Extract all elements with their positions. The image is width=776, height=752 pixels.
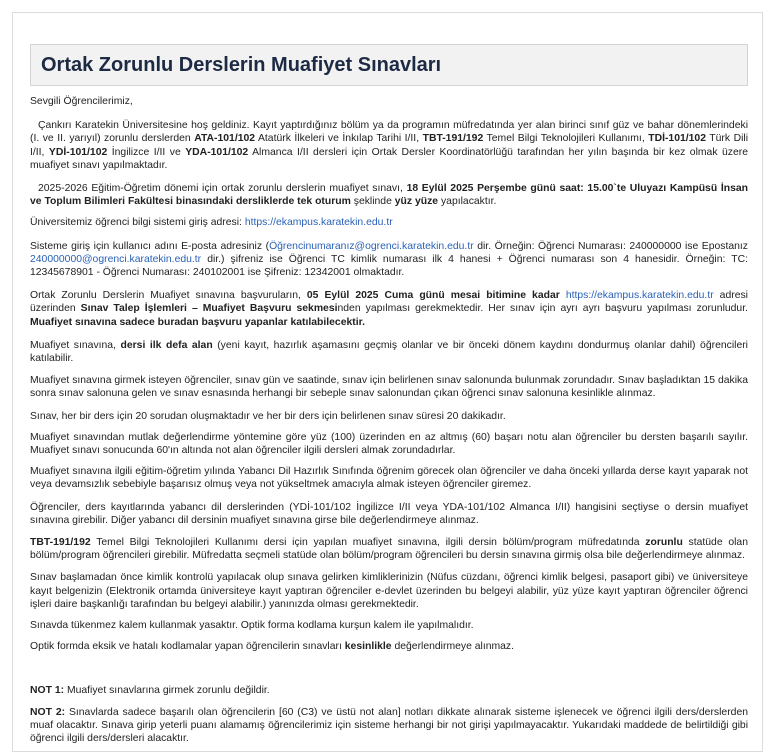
course-code-tbt: TBT-191/192 xyxy=(422,133,484,145)
text: şeklinde xyxy=(350,196,395,208)
course-code-ata: ATA-101/102 xyxy=(194,133,256,145)
ekampus-link[interactable]: https://ekampus.karatekin.edu.tr xyxy=(244,217,393,229)
text: Türk Dili I/II, xyxy=(30,133,749,158)
paragraph-pen-rule: Sınavda tükenmez kalem kullanmak yasaktır. Optik forma kodlama kurşun kalem ile yapılmalıdır. xyxy=(30,620,474,632)
note-2-text: Sınavlarda sadece başarılı olan öğrencilerin [60 (C3) ve üstü not alan] notları dikkate alınarak sisteme işlenecek ve öğrenci ilgili ders/derslerden muaf olacaktır. Sınava girip yeterli puanı alamamış öğrencilerimiz için sisteme herhangi bir not girişi yapılmayacaktır. Yukarıdaki maddede de belirtildiği gibi öğrenci ilgili ders/dersleri alacaktır. xyxy=(30,706,749,745)
text: statüde olan bölüm/program öğrencileri girebilir. Müfredatta seçmeli statüde olan bölüm/program öğrencileri bu dersin sınavına girmiş olsa bile değerlendirmeye alınmaz. xyxy=(30,537,748,562)
eligibility-condition: dersi ilk defa alan xyxy=(120,339,213,351)
text: değerlendirmeye alınmaz. xyxy=(391,641,515,653)
application-warning: Muafiyet sınavına sadece buradan başvuru yapanlar katılabilecektir. xyxy=(30,316,365,328)
text: Almanca I/II dersleri için Ortak Dersler Koordinatörlüğü tarafından her yılın başında bir kez olmak üzere muafiyet sınavı yapılmaktadır. xyxy=(30,146,748,171)
paragraph-grading: Muafiyet sınavından mutlak değerlendirme yöntemine göre yüz (100) üzerinden en az altmış (60) başarı notu alan öğrenciler bu dersten başarılı sayılır. Muafiyet sınavı sonucunda 60'ın altında not alan öğrenciler ilgili dersleri almak zorundadırlar. xyxy=(30,431,748,457)
exam-date-location: 18 Eylül 2025 Perşembe günü saat: 15.00`te Uluyazı Kampüsü İnsan ve Toplum Bilimleri Fakültesi binasındaki dersliklerde tek oturum xyxy=(30,183,748,208)
course-code-tdi: TDİ-101/102 xyxy=(648,133,706,145)
page-title: Ortak Zorunlu Derslerin Muafiyet Sınavları xyxy=(41,54,442,76)
paragraph-application xyxy=(30,289,748,329)
note-1 xyxy=(30,684,748,697)
paragraph-welcome xyxy=(30,119,748,172)
course-code-yda: YDA-101/102 xyxy=(185,146,249,158)
ekampus-link-application[interactable]: https://ekampus.karatekin.edu.tr xyxy=(565,290,714,302)
text: nden yapılması gerekmektedir. Her sınav için ayrı ayrı başvuru yapılması zorunludur. xyxy=(337,303,748,315)
text: adresi üzerinden xyxy=(30,290,748,315)
email-format-link[interactable]: Öğrencinumaranız@ogrenci.karatekin.edu.tr xyxy=(269,240,474,252)
note-1-label: NOT 1: xyxy=(30,684,65,696)
note-1-text: Muafiyet sınavlarına girmek zorunlu değildir. xyxy=(64,684,270,696)
application-deadline: 05 Eylül 2025 Cuma günü mesai bitimine kadar xyxy=(306,290,560,302)
paragraph-exam-date xyxy=(30,182,748,208)
text: dir.) şifreniz ise Öğrenci TC kimlik numarası ilk 4 hanesi + Öğrenci numarası son 4 hanesidir. Örneğin: TC: 12345678901 - Öğrenci Numarası: 240102001 ise Şifreniz: 12342001 olmaktadır. xyxy=(30,253,748,279)
paragraph-system-address xyxy=(30,216,748,229)
text: Sisteme giriş için kullanıcı adını E-posta adresiniz ( xyxy=(30,240,270,252)
exam-mode: yüz yüze xyxy=(394,196,439,208)
text: yapılacaktır. xyxy=(438,196,497,208)
text: Muafiyet sınavına, xyxy=(30,339,121,351)
title-box xyxy=(30,44,748,86)
email-example-link[interactable]: 240000000@ogrenci.karatekin.edu.tr xyxy=(30,253,202,265)
text: Temel Bilgi Teknolojileri Kullanımı, xyxy=(483,133,649,145)
greeting: Sevgili Öğrencilerimiz, xyxy=(30,96,133,107)
text: Atatürk İlkeleri ve İnkılap Tarihi I/II, xyxy=(255,133,423,145)
paragraph-identity-check: Sınav başlamadan önce kimlik kontrolü yapılacak olup sınava gelirken kimliklerinizin (Nüfus cüzdanı, öğrenci kimlik belgesi, pasaport gibi) ve üniversiteye kayıt belgenizin (Elektronik ortamda üniversiteye kayıt yaptıran öğrenciler e-devlet üzerinden bu belgeyi alabilir, yüz yüze kayıt yaptıran öğrenciler öğrenci işleri daire başkanlığı tarafından bu belgeyi alabilir.) yanınızda olması gerekmektedir. xyxy=(30,572,748,610)
paragraph-optical-form xyxy=(30,640,748,653)
text: dir. Örneğin: Öğrenci Numarası: 240000000 ise Epostanız xyxy=(473,240,748,252)
article-body xyxy=(30,94,748,745)
text: 2025-2026 Eğitim-Öğretim dönemi için ortak zorunlu derslerin muafiyet sınavı, xyxy=(38,183,407,195)
text: Temel Bilgi Teknolojileri Kullanımı dersi için yapılan muafiyet sınavına, ilgili dersin bölüm/program müfredatında xyxy=(90,537,646,549)
paragraph-eligibility xyxy=(30,339,748,365)
paragraph-excluded-students: Muafiyet sınavına ilgili eğitim-öğretim yılında Yabancı Dil Hazırlık Sınıfında öğrenim görecek olan öğrenciler ve daha önceki yıllarda derse kayıt yaparak not veya devamsızlık sebebiyle başarısız olmuş veya not yükseltmek amacıyla almak isteyen öğrenciler giremez. xyxy=(30,466,748,491)
course-code-tbt: TBT-191/192 xyxy=(30,537,91,549)
paragraph-foreign-language: Öğrenciler, ders kayıtlarında yabancı dil derslerinden (YDİ-101/102 İngilizce I/II veya YDA-101/102 Almanca I/II) hangisini seçtiyse o dersin muafiyet sınavına girebilir. Diğer yabancı dil dersinin muafiyet sınavına girse bile değerlendirmeye alınmaz. xyxy=(30,501,748,526)
text: İngilizce I/II ve xyxy=(107,146,186,158)
note-2-label: NOT 2: xyxy=(30,706,66,718)
paragraph-login-info xyxy=(30,240,748,280)
text: Çankırı Karatekin Üniversitesine hoş geldiniz. Kayıt yaptırdığınız bölüm ya da programın müfredatında yer alan birinci sınıf güz ve bahar dönemlerindeki (I. ve II. yarıyıl) zorunlu derslerden xyxy=(30,120,748,145)
paragraph-tbt xyxy=(30,536,748,562)
paragraph-exam-format: Sınav, her bir ders için 20 sorudan oluşmaktadır ve her bir ders için belirlenen sınav süresi 20 dakikadır. xyxy=(30,410,506,422)
paragraph-attendance: Muafiyet sınavına girmek isteyen öğrenciler, sınav gün ve saatinde, sınav için belirlenen sınav salonunda bulunmak zorundadır. Sınav başladıktan 15 dakika sonra sınav salonuna gelen ve sınav esnasında herhangi bir sebeple sınav salonundan çıkan öğrenci sınav salonuna kesinlikle alınmaz. xyxy=(30,375,748,400)
application-tab-name: Sınav Talep İşlemleri – Muafiyet Başvuru sekmesi xyxy=(80,303,338,315)
text: (yeni kayıt, hazırlık aşamasını geçmiş olanlar ve bir önceki dönem kaydını dondurmuş olanlar dahil) öğrencileri katılabilir. xyxy=(30,339,748,365)
emphasis-kesinlikle: kesinlikle xyxy=(344,641,392,653)
text: Ortak Zorunlu Derslerin Muafiyet sınavına başvuruların, xyxy=(30,290,307,302)
note-2 xyxy=(30,706,748,746)
course-code-ydi: YDİ-101/102 xyxy=(48,146,108,158)
text: Optik formda eksik ve hatalı kodlamalar yapan öğrencilerin sınavları xyxy=(30,641,345,653)
mandatory-status: zorunlu xyxy=(645,537,683,549)
text: Üniversitemiz öğrenci bilgi sistemi giriş adresi: xyxy=(30,217,245,229)
